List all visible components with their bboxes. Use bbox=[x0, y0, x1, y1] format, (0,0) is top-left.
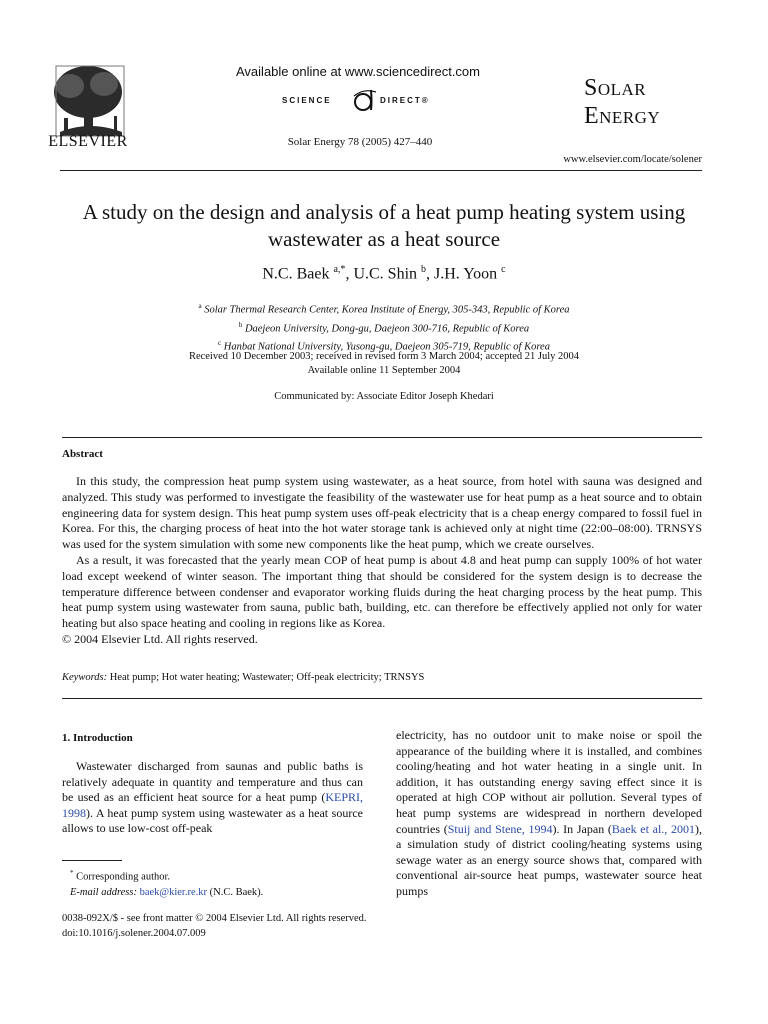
trademark-symbol: ® bbox=[421, 96, 430, 105]
author-name: N.C. Baek bbox=[262, 265, 330, 283]
section-heading-introduction: 1. Introduction bbox=[62, 732, 133, 744]
abstract-copyright: © 2004 Elsevier Ltd. All rights reserved. bbox=[62, 631, 258, 646]
journal-url-link[interactable]: www.elsevier.com/locate/solener bbox=[563, 154, 702, 165]
author-separator: , bbox=[345, 265, 354, 283]
body-text: ). A heat pump system using wastewater as a heat source allows to use low-cost off-peak bbox=[62, 805, 363, 836]
affiliation-text: Solar Thermal Research Center, Korea Institute of Energy, 305-343, Republic of Korea bbox=[204, 304, 570, 316]
publisher-name: ELSEVIER bbox=[48, 133, 128, 150]
body-paragraph bbox=[396, 728, 702, 900]
abstract-body bbox=[62, 474, 702, 648]
affiliations bbox=[60, 299, 708, 355]
author-list bbox=[40, 264, 728, 283]
body-paragraph bbox=[62, 759, 363, 837]
sciencedirect-word-direct: DIRECT bbox=[380, 96, 422, 105]
doi-line[interactable]: doi:10.1016/j.solener.2004.07.009 bbox=[62, 928, 206, 939]
affiliation-line bbox=[60, 299, 708, 318]
author-separator: , bbox=[426, 265, 435, 283]
abstract-bottom-rule bbox=[62, 698, 702, 699]
body-text: electricity, has no outdoor unit to make noise or spoil the appearance of the building where it is installed, and combines cooling/heating and hot water heating in a single unit. In addition, it has outstanding energy saving effect since it is operated at high COP without air pollution. Several types of heat pump systems are widespread in northern developed countries ( bbox=[396, 728, 702, 836]
body-text: ), a simulation study of district cooling/heating systems using sewage water as an energy source shows that, compared with conventional air-source heat pumps, wastewater source heat pumps bbox=[396, 821, 702, 898]
author-name: U.C. Shin bbox=[353, 265, 418, 283]
sciencedirect-logo bbox=[272, 86, 452, 114]
affiliation-text: Hanbat National University, Yusong-gu, Daejeon 305-719, Republic of Korea bbox=[223, 341, 550, 353]
journal-name-line-1: Solar bbox=[584, 75, 647, 101]
body-text: Wastewater discharged from saunas and public baths is relatively adequate in quantity and temperature and thus can be used as an efficient heat source for a heat pump ( bbox=[62, 759, 363, 805]
email-link[interactable]: baek@kier.re.kr bbox=[139, 886, 207, 898]
journal-name bbox=[584, 74, 714, 130]
body-text: ). In Japan ( bbox=[552, 821, 612, 836]
author-affiliation-mark[interactable]: c bbox=[501, 264, 506, 275]
affiliation-mark: a bbox=[198, 302, 202, 310]
journal-name-line-2: Energy bbox=[584, 103, 661, 129]
keywords-label: Keywords: bbox=[62, 672, 108, 683]
front-matter bbox=[62, 911, 562, 941]
citation-link[interactable]: Stuij and Stene, 1994 bbox=[447, 821, 553, 836]
corresponding-author-note bbox=[62, 866, 363, 885]
abstract-top-rule bbox=[62, 437, 702, 438]
affiliation-mark: c bbox=[218, 339, 222, 347]
sciencedirect-d-icon bbox=[350, 86, 378, 114]
affiliation-text: Daejeon University, Dong-gu, Daejeon 300-716, Republic of Korea bbox=[244, 323, 530, 334]
abstract-heading: Abstract bbox=[62, 448, 103, 460]
masthead-divider bbox=[60, 170, 702, 171]
author-affiliation-mark[interactable]: b bbox=[421, 264, 427, 275]
email-label: E-mail address: bbox=[70, 886, 137, 898]
body-column-right bbox=[396, 728, 702, 900]
online-availability-banner[interactable]: Available online at www.sciencedirect.com bbox=[236, 64, 480, 79]
footnotes bbox=[62, 866, 363, 900]
journal-citation: Solar Energy 78 (2005) 427–440 bbox=[287, 136, 433, 148]
citation-link[interactable]: KEPRI, 1998 bbox=[62, 790, 363, 820]
received-dates: Received 10 December 2003; received in revised form 3 March 2004; accepted 21 July 2004 bbox=[188, 351, 580, 362]
body-column-left bbox=[62, 759, 363, 837]
citation-link[interactable]: Baek et al., 2001 bbox=[611, 821, 695, 836]
footnote-mark: * bbox=[70, 869, 74, 877]
corresponding-author-text: Corresponding author. bbox=[76, 871, 171, 883]
sciencedirect-word-science: SCIENCE bbox=[282, 96, 332, 105]
communicated-by: Communicated by: Associate Editor Joseph Khedari bbox=[274, 391, 494, 402]
footnote-rule bbox=[62, 860, 122, 861]
email-note bbox=[62, 885, 363, 900]
abstract-paragraph: As a result, it was forecasted that the yearly mean COP of heat pump is about 4.8 and heat pump can supply 100% of hot water load except weekend of winter season. The important thing that should be considered for the system design is to decrease the temperature difference between condenser and evaporator working fluids during the heat charging process by the heat pump. This heat pump system using wastewater from sauna, public bath, building, etc. can therefore be effectively applied not only for water heating but also space heating and cooling in regions like as Korea. bbox=[62, 552, 702, 631]
keywords-list: Heat pump; Hot water heating; Wastewater; Off-peak electricity; TRNSYS bbox=[109, 672, 425, 683]
affiliation-mark: b bbox=[238, 320, 243, 329]
email-suffix: (N.C. Baek). bbox=[207, 886, 264, 898]
available-online-date: Available online 11 September 2004 bbox=[307, 365, 461, 376]
author-name: J.H. Yoon bbox=[434, 265, 498, 283]
paper-title: A study on the design and analysis of a heat pump heating system using wastewater as a heat source bbox=[82, 200, 686, 251]
article-history bbox=[60, 350, 708, 378]
issn-line: 0038-092X/$ - see front matter © 2004 Elsevier Ltd. All rights reserved. bbox=[62, 913, 367, 924]
keywords bbox=[62, 672, 702, 683]
affiliation-line bbox=[60, 318, 708, 337]
author-affiliation-mark[interactable]: a,* bbox=[333, 264, 346, 275]
abstract-paragraph: In this study, the compression heat pump system using wastewater, as a heat source, from hotel with sauna was designed and analyzed. This study was performed to investigate the feasibility of the wastewater use for heat pump as a heat source and to obtain engineering data for system design. This heat pump system uses off-peak electricity that is a cheap energy compared to fossil fuel in Korea. For this, the charging process of heat into the hot water storage tank is achieved only at night time (22:00–08:00). TRNSYS was used for the system simulation with some new components like the heat pump, which we create ourselves. bbox=[62, 474, 702, 552]
